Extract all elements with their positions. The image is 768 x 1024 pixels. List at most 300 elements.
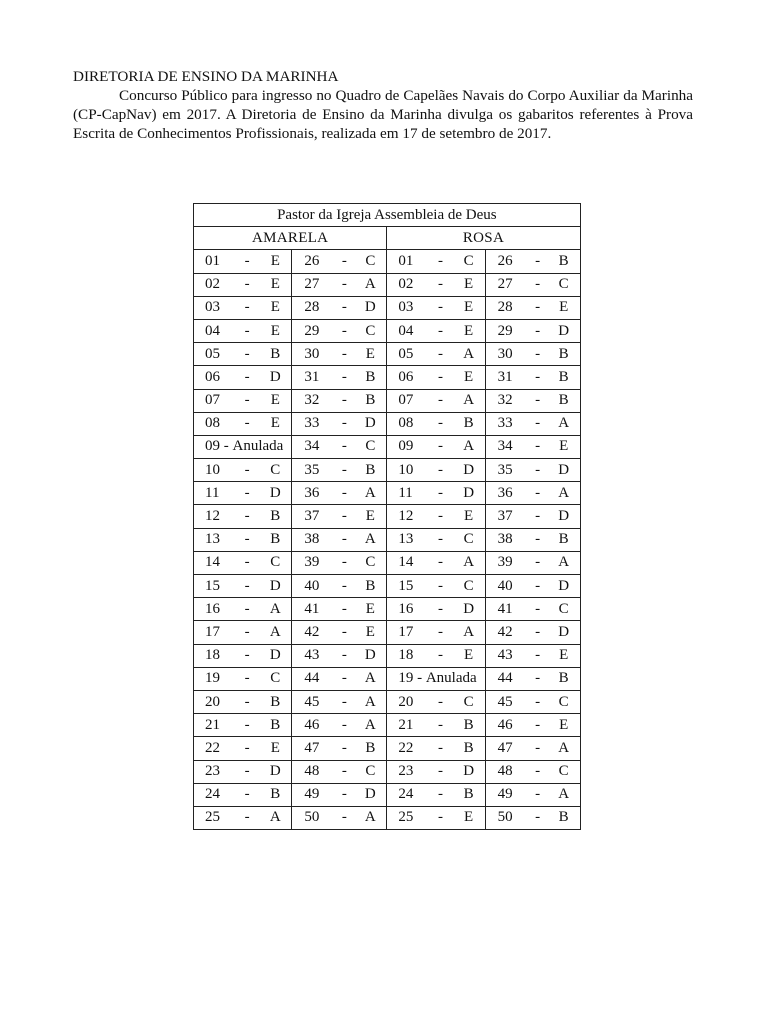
answer-dash: - <box>437 415 443 432</box>
answer-dash: - <box>535 763 541 780</box>
answer-dash: - <box>437 577 443 594</box>
answer-dash: - <box>535 392 541 409</box>
answer-letter: D <box>463 461 475 478</box>
answer-cell <box>387 273 485 296</box>
answer-cell <box>292 505 387 528</box>
answer-cell <box>485 528 580 551</box>
answer-key-table <box>193 203 581 830</box>
question-number: 36 <box>304 484 320 501</box>
answer-letter: E <box>270 276 280 293</box>
answer-cell <box>387 806 485 829</box>
answer-cell <box>292 667 387 690</box>
answer-dash: - <box>437 693 443 710</box>
table-row <box>194 667 581 690</box>
answer-dash: - <box>437 508 443 525</box>
answer-dash: - <box>341 484 347 501</box>
answer-letter: E <box>464 508 474 525</box>
question-number: 29 <box>497 322 513 339</box>
answer-cell <box>292 760 387 783</box>
answer-cell <box>194 505 292 528</box>
answer-dash: - <box>535 252 541 269</box>
answer-dash: - <box>437 299 443 316</box>
answer-dash: - <box>437 392 443 409</box>
answer-cell <box>194 714 292 737</box>
answer-letter: B <box>365 461 376 478</box>
question-number: 37 <box>304 508 320 525</box>
answer-letter: B <box>558 809 569 826</box>
answer-dash: - <box>437 531 443 548</box>
answer-cell <box>485 806 580 829</box>
question-number: 30 <box>497 345 513 362</box>
answer-letter: B <box>558 345 569 362</box>
answer-dash: - <box>535 600 541 617</box>
answer-letter: C <box>365 252 376 269</box>
answer-dash: - <box>535 322 541 339</box>
answer-letter: C <box>463 577 474 594</box>
question-number: 24 <box>205 786 220 803</box>
answer-letter: D <box>269 368 281 385</box>
table-row <box>194 737 581 760</box>
answer-dash: - <box>437 623 443 640</box>
answer-cell <box>485 389 580 412</box>
answer-dash: - <box>535 554 541 571</box>
answer-cell <box>485 737 580 760</box>
answer-letter: B <box>558 368 569 385</box>
answer-dash: - <box>535 809 541 826</box>
table-row <box>194 714 581 737</box>
question-number: 16 <box>205 600 220 617</box>
question-number: 11 <box>398 484 413 501</box>
question-number: 46 <box>304 716 320 733</box>
table-row <box>194 319 581 342</box>
question-number: 27 <box>497 276 513 293</box>
answer-cell <box>292 435 387 458</box>
answer-dash: - <box>437 763 443 780</box>
answer-letter: C <box>365 554 376 571</box>
answer-dash: - <box>244 508 250 525</box>
answer-letter: D <box>558 508 570 525</box>
question-number: 35 <box>304 461 320 478</box>
answer-cell <box>194 250 292 273</box>
answer-dash: - <box>341 276 347 293</box>
answer-letter: E <box>559 647 569 664</box>
table-row <box>194 435 581 458</box>
answer-cell <box>387 505 485 528</box>
answer-dash: - <box>535 531 541 548</box>
answer-dash: - <box>341 600 347 617</box>
question-number: 44 <box>497 670 513 687</box>
answer-letter: E <box>270 392 280 409</box>
answer-cell <box>387 435 485 458</box>
answer-letter: B <box>463 786 474 803</box>
answer-dash: - <box>244 461 250 478</box>
answer-dash: - <box>437 322 443 339</box>
answer-letter: D <box>463 600 475 617</box>
answer-dash: - <box>341 368 347 385</box>
question-number: 36 <box>497 484 513 501</box>
answer-letter: A <box>558 786 570 803</box>
question-number: 09 <box>398 438 414 455</box>
answer-letter: A <box>364 693 376 710</box>
question-number: 50 <box>497 809 513 826</box>
question-number: 03 <box>398 299 414 316</box>
answer-letter: E <box>464 368 474 385</box>
answer-cell <box>194 737 292 760</box>
answer-letter: D <box>463 484 475 501</box>
group-header-row <box>194 227 581 250</box>
answer-letter: C <box>270 461 281 478</box>
answer-cell <box>292 389 387 412</box>
answer-dash: - <box>244 531 250 548</box>
answer-cell <box>194 296 292 319</box>
answer-letter: B <box>365 368 376 385</box>
table-row <box>194 760 581 783</box>
answer-cell <box>292 412 387 435</box>
question-number: 13 <box>205 531 220 548</box>
answer-cell <box>485 644 580 667</box>
question-number: 41 <box>497 600 513 617</box>
answer-letter: D <box>269 647 281 664</box>
answer-cell <box>194 667 292 690</box>
answer-letter: B <box>463 415 474 432</box>
answer-cell <box>387 783 485 806</box>
answer-dash: - <box>244 809 250 826</box>
answer-dash: - <box>244 623 250 640</box>
question-number: 49 <box>497 786 513 803</box>
answer-cell <box>387 598 485 621</box>
answer-letter: A <box>558 415 570 432</box>
answer-cell <box>194 319 292 342</box>
question-number: 04 <box>205 322 220 339</box>
answer-dash: - <box>535 670 541 687</box>
answer-cell <box>485 667 580 690</box>
answer-letter: D <box>558 461 570 478</box>
answer-cell <box>292 690 387 713</box>
question-number: 26 <box>304 252 320 269</box>
answer-dash: - <box>341 508 347 525</box>
answer-letter: E <box>270 739 280 756</box>
answer-cell <box>485 459 580 482</box>
question-number: 41 <box>304 600 320 617</box>
answer-letter: D <box>364 647 376 664</box>
answer-cell <box>387 714 485 737</box>
answer-letter: A <box>558 739 570 756</box>
answer-cell <box>387 760 485 783</box>
question-number: 46 <box>497 716 513 733</box>
question-number: 14 <box>398 554 414 571</box>
answer-cell <box>485 482 580 505</box>
answer-dash: - <box>437 716 443 733</box>
answer-cell <box>292 621 387 644</box>
answer-dash: - <box>244 763 250 780</box>
answer-letter: E <box>559 299 569 316</box>
answer-cell <box>194 389 292 412</box>
answer-cell <box>194 806 292 829</box>
answer-letter: B <box>463 716 474 733</box>
table-row <box>194 528 581 551</box>
question-number: 19 <box>205 670 220 687</box>
answer-letter: A <box>364 670 376 687</box>
question-number: 33 <box>304 415 320 432</box>
question-number: 42 <box>304 623 320 640</box>
question-number: 25 <box>205 809 220 826</box>
answer-dash: - <box>341 299 347 316</box>
table-title-row <box>194 204 581 227</box>
table-row <box>194 783 581 806</box>
table-row <box>194 575 581 598</box>
answer-dash: - <box>244 276 250 293</box>
answer-letter: C <box>558 693 569 710</box>
answer-cell <box>292 575 387 598</box>
question-number: 07 <box>205 392 220 409</box>
answer-dash: - <box>244 415 250 432</box>
answer-dash: - <box>535 577 541 594</box>
answer-cell <box>387 644 485 667</box>
answer-cell <box>387 389 485 412</box>
answer-letter: E <box>270 415 280 432</box>
answer-dash: - <box>244 368 250 385</box>
question-number: 45 <box>497 693 513 710</box>
table-row <box>194 690 581 713</box>
answer-cell <box>387 667 485 690</box>
question-number: 32 <box>304 392 320 409</box>
question-number: 30 <box>304 345 320 362</box>
question-number: 03 <box>205 299 220 316</box>
answer-cell <box>485 575 580 598</box>
answer-dash: - <box>244 322 250 339</box>
answer-letter: C <box>463 531 474 548</box>
answer-cell <box>292 319 387 342</box>
question-number: 39 <box>497 554 513 571</box>
answer-cell <box>387 690 485 713</box>
answer-cell <box>485 760 580 783</box>
answer-cell <box>194 598 292 621</box>
answer-cell <box>292 806 387 829</box>
answer-letter: B <box>365 577 376 594</box>
answer-cell <box>194 783 292 806</box>
answer-letter: A <box>364 809 376 826</box>
answer-letter: D <box>558 577 570 594</box>
question-number: 08 <box>205 415 220 432</box>
question-number: 45 <box>304 693 320 710</box>
table-row <box>194 482 581 505</box>
answer-dash: - <box>341 670 347 687</box>
answer-dash: - <box>244 345 250 362</box>
answer-cell <box>387 343 485 366</box>
answer-letter: A <box>364 716 376 733</box>
answer-dash: - <box>437 252 443 269</box>
document-title: DIRETORIA DE ENSINO DA MARINHA <box>73 68 339 85</box>
answer-dash: - <box>437 276 443 293</box>
question-number: 35 <box>497 461 513 478</box>
answer-letter: A <box>463 554 475 571</box>
answer-cell <box>485 250 580 273</box>
question-number: 01 <box>205 252 220 269</box>
answer-dash: - <box>535 693 541 710</box>
question-number: 24 <box>398 786 414 803</box>
answer-letter: C <box>270 670 281 687</box>
question-number: 48 <box>497 763 513 780</box>
answer-letter: B <box>270 345 281 362</box>
question-number: 18 <box>398 647 414 664</box>
answer-letter: A <box>558 484 570 501</box>
answer-dash: - <box>535 276 541 293</box>
answer-letter: C <box>558 600 569 617</box>
table-row <box>194 296 581 319</box>
answer-cell <box>292 366 387 389</box>
answer-cell <box>485 435 580 458</box>
answer-dash: - <box>244 786 250 803</box>
answer-letter: B <box>558 670 569 687</box>
answer-letter: E <box>464 322 474 339</box>
answer-dash: - <box>341 392 347 409</box>
question-number: 23 <box>205 763 220 780</box>
answer-letter: B <box>558 392 569 409</box>
answer-letter: E <box>464 647 474 664</box>
answer-dash: - <box>244 554 250 571</box>
answer-dash: - <box>535 438 541 455</box>
answer-cell <box>485 551 580 574</box>
answer-cell <box>194 273 292 296</box>
question-number: 40 <box>304 577 320 594</box>
answer-letter: D <box>269 763 281 780</box>
question-number: 10 <box>398 461 414 478</box>
answer-cell <box>194 621 292 644</box>
answer-dash: - <box>341 252 347 269</box>
answer-dash: - <box>341 623 347 640</box>
answer-cell <box>387 412 485 435</box>
question-number: 22 <box>205 739 220 756</box>
answer-cell <box>292 482 387 505</box>
answer-letter: E <box>559 716 569 733</box>
answer-dash: - <box>341 345 347 362</box>
answer-dash: - <box>244 647 250 664</box>
answer-dash: - <box>535 484 541 501</box>
answer-letter: A <box>364 276 376 293</box>
answer-cell <box>485 714 580 737</box>
answer-letter: C <box>558 763 569 780</box>
answer-dash: - <box>341 786 347 803</box>
answer-dash: - <box>535 739 541 756</box>
answer-dash: - <box>244 484 250 501</box>
answer-letter: D <box>463 763 475 780</box>
answer-letter: A <box>463 392 475 409</box>
answer-cell <box>485 598 580 621</box>
question-number: 44 <box>304 670 320 687</box>
answer-cell <box>292 714 387 737</box>
answer-dash: - <box>244 716 250 733</box>
question-number: 27 <box>304 276 320 293</box>
answer-letter: A <box>558 554 570 571</box>
answer-cell <box>292 296 387 319</box>
question-number: 33 <box>497 415 513 432</box>
table-row <box>194 459 581 482</box>
answer-dash: - <box>535 368 541 385</box>
answer-dash: - <box>535 461 541 478</box>
answer-cell <box>194 482 292 505</box>
answer-cell <box>485 343 580 366</box>
answer-cell <box>194 366 292 389</box>
table-row <box>194 250 581 273</box>
answer-letter: B <box>270 508 281 525</box>
question-number: 32 <box>497 392 513 409</box>
question-number: 01 <box>398 252 414 269</box>
table-row <box>194 644 581 667</box>
answer-dash: - <box>535 623 541 640</box>
answer-cell <box>485 319 580 342</box>
answer-letter: A <box>463 438 475 455</box>
question-number: 06 <box>398 368 414 385</box>
answer-cell <box>292 273 387 296</box>
answer-letter: C <box>558 276 569 293</box>
answer-cell <box>387 575 485 598</box>
question-number: 34 <box>497 438 513 455</box>
answer-cell <box>292 551 387 574</box>
answer-cell <box>485 505 580 528</box>
question-number: 50 <box>304 809 320 826</box>
question-number: 26 <box>497 252 513 269</box>
answer-letter: D <box>558 322 570 339</box>
question-number: 18 <box>205 647 220 664</box>
question-number: 37 <box>497 508 513 525</box>
answer-letter: B <box>270 693 281 710</box>
answer-letter: B <box>365 739 376 756</box>
answer-annulled: 09 <box>205 438 220 455</box>
question-number: 07 <box>398 392 414 409</box>
answer-cell <box>387 528 485 551</box>
answer-letter: E <box>559 438 569 455</box>
answer-letter: E <box>365 345 375 362</box>
answer-letter: E <box>365 600 375 617</box>
answer-dash: - <box>341 716 347 733</box>
answer-letter: E <box>270 322 280 339</box>
question-number: 43 <box>497 647 513 664</box>
table-row <box>194 505 581 528</box>
answer-letter: E <box>464 299 474 316</box>
answer-dash: - <box>244 392 250 409</box>
answer-dash: - <box>341 693 347 710</box>
answer-cell <box>194 690 292 713</box>
answer-cell <box>292 528 387 551</box>
answer-letter: C <box>270 554 281 571</box>
document-header <box>73 67 693 143</box>
table-row <box>194 389 581 412</box>
question-number: 04 <box>398 322 414 339</box>
answer-dash: - <box>535 647 541 664</box>
question-number: 17 <box>398 623 414 640</box>
question-number: 40 <box>497 577 513 594</box>
answer-dash: - <box>341 415 347 432</box>
answer-cell <box>194 644 292 667</box>
answer-dash: - <box>437 647 443 664</box>
question-number: 47 <box>304 739 320 756</box>
answer-dash: - <box>437 786 443 803</box>
table-row <box>194 343 581 366</box>
answer-letter: D <box>269 484 281 501</box>
answer-dash: - <box>535 345 541 362</box>
question-number: 28 <box>497 299 513 316</box>
question-number: 34 <box>304 438 320 455</box>
answer-dash: - <box>535 415 541 432</box>
answer-letter: C <box>365 322 376 339</box>
answer-letter: B <box>365 392 376 409</box>
answer-letter: D <box>364 299 376 316</box>
answer-dash: - <box>244 600 250 617</box>
answer-dash: - <box>244 299 250 316</box>
question-number: 38 <box>497 531 513 548</box>
answer-cell <box>194 760 292 783</box>
answer-dash: - <box>244 577 250 594</box>
